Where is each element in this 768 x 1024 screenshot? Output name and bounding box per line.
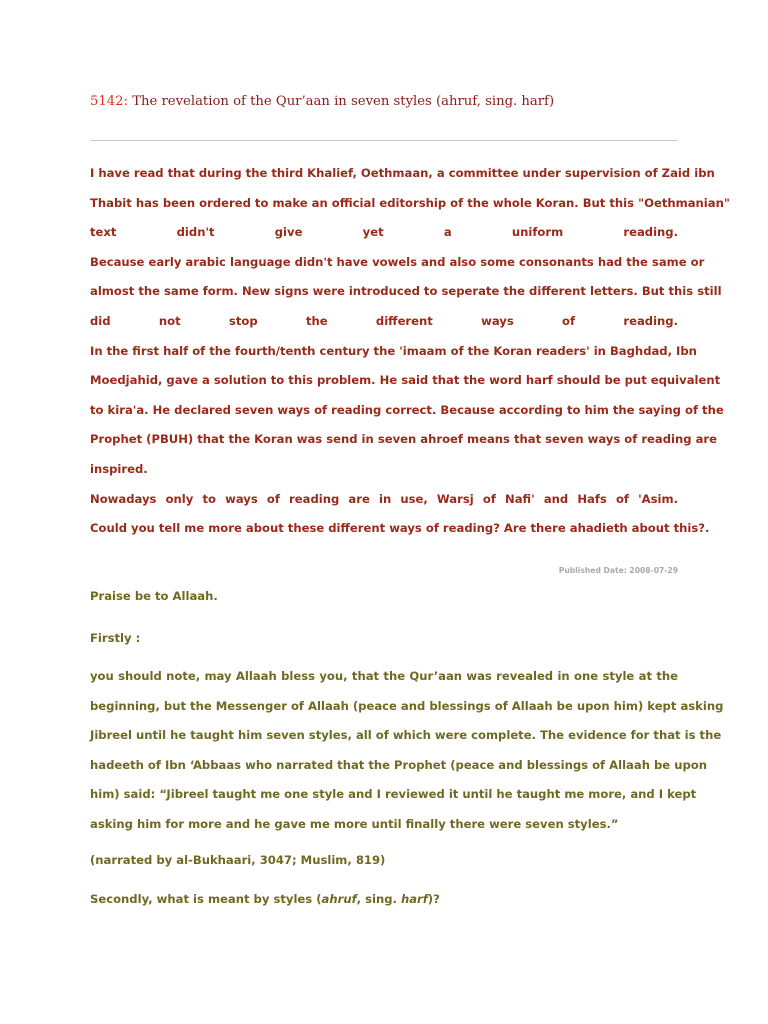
question-body <box>90 159 730 544</box>
question-title <box>90 94 678 109</box>
question-number[interactable]: 5142 <box>90 94 124 109</box>
secondly-text: Secondly, what is meant by styles ( <box>90 892 322 906</box>
answer-secondly <box>90 885 678 915</box>
answer-line: Firstly : <box>90 631 141 645</box>
question-line: Moedjahid, gave a solution to this problem. He said that the word harf should be put equivalent <box>90 373 721 388</box>
published-date: Published Date: 2008-07-29 <box>558 566 678 575</box>
answer-line <box>90 885 678 915</box>
answer-line: Praise be to Allaah. <box>90 589 218 603</box>
title-divider <box>90 140 678 141</box>
question-line: Could you tell me more about these different ways of reading? Are there ahadieth about this?. <box>90 521 710 536</box>
answer-line: (narrated by al-Bukhaari, 3047; Muslim, 819) <box>90 853 386 867</box>
answer-line: you should note, may Allaah bless you, that the Qur’aan was revealed in one style at the <box>90 669 678 683</box>
answer-firstly <box>90 624 678 654</box>
question-line: I have read that during the third Khalief, Oethmaan, a committee under supervision of Zaid ibn <box>90 166 715 180</box>
question-line: inspired. <box>90 461 148 476</box>
question-line: In the first half of the fourth/tenth century the 'imaam of the Koran readers' in Baghdad, Ibn <box>90 343 697 358</box>
answer-line: asking him for more and he gave me more until finally there were seven styles.” <box>90 816 619 831</box>
secondly-text: )? <box>427 892 440 906</box>
answer-paragraph-1 <box>90 662 724 840</box>
question-line: Thabit has been ordered to make an official editorship of the whole Koran. But this "Oethmanian" <box>90 195 730 210</box>
answer-praise <box>90 582 678 612</box>
question-line: text didn't give yet a uniform reading. <box>90 225 678 240</box>
secondly-text: , sing. <box>356 892 401 906</box>
question-line: almost the same form. New signs were introduced to seperate the different letters. But this still <box>90 284 722 299</box>
answer-line: Jibreel until he taught him seven styles, all of which were complete. The evidence for that is the <box>90 728 722 743</box>
question-line: to kira'a. He declared seven ways of reading correct. Because according to him the saying of the <box>90 402 724 417</box>
secondly-ahruf: ahruf <box>321 892 357 906</box>
answer-line: him) said: “Jibreel taught me one style and I reviewed it until he taught me more, and I kept <box>90 787 697 802</box>
question-title-text: The revelation of the Qur’aan in seven styles (ahruf, sing. harf) <box>128 94 555 109</box>
answer-citation <box>90 846 678 876</box>
question-line: Prophet (PBUH) that the Koran was send in seven ahroef means that seven ways of reading are <box>90 432 718 447</box>
secondly-harf: harf <box>400 892 428 906</box>
question-line: did not stop the different ways of reading. <box>90 313 678 328</box>
question-line: Because early arabic language didn't have vowels and also some consonants had the same or <box>90 254 705 269</box>
question-number-separator: : <box>123 94 129 109</box>
answer-line: beginning, but the Messenger of Allaah (peace and blessings of Allaah be upon him) kept asking <box>90 698 724 713</box>
question-line: Nowadays only to ways of reading are in use, Warsj of Nafi' and Hafs of 'Asim. <box>90 491 678 506</box>
answer-line: hadeeth of Ibn ‘Abbaas who narrated that the Prophet (peace and blessings of Allaah be upon <box>90 757 707 772</box>
